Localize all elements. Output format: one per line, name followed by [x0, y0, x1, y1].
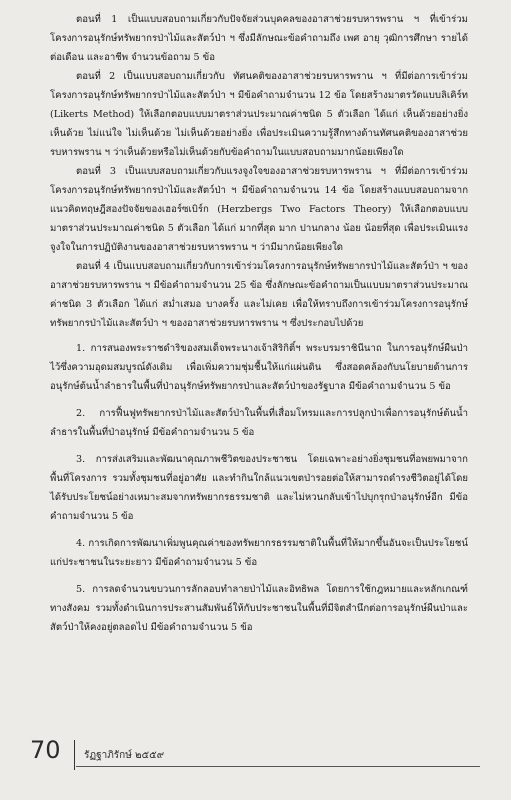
footer-divider-vertical: [74, 740, 75, 770]
paragraph-part-2: ตอนที่ 2 เป็นแบบสอบถามเกี่ยวกับ ทัศนคติของอาสาช่วยรบหารพราน ฯ ที่มีต่อการเข้าร่วมโครงการอนุรักษ์ทรัพยากรป่าไม้และสัตว์ป่า ฯ มีข้อคำถามจำนวน 12 ข้อ โดยสร้างมาตรวัดแบบลิเคิร์ท (Likerts Method) ให้เลือกตอบแบบมาตราส่วนประมาณค่าชนิด 5 ตัวเลือก ได้แก่ เห็นด้วยอย่างยิ่ง เห็นด้วย ไม่แน่ใจ ไม่เห็นด้วย ไม่เห็นด้วยอย่างยิ่ง เพื่อประเมินความรู้สึกทางด้านทัศนคติของอาสาช่วยรบหารพราน ฯ ว่าเห็นด้วยหรือไม่เห็นด้วยกับข้อคำถามในแบบสอบถามมากน้อยเพียงใด: [50, 71, 468, 158]
list-item-5: 5. การลดจำนวนขบวนการลักลอบทำลายป่าไม้และอิทธิพล โดยการใช้กฎหมายและหลักเกณฑ์ทางสังคม รวมทั้งดำเนินการประสานสัมพันธ์ให้กับประชาชนในพื้นที่มีจิตสำนึกต่อการอนุรักษ์ผืนป่าและสัตว์ป่าให้คงอยู่ตลอดไป มีข้อคำถามจำนวน 5 ข้อ: [50, 584, 468, 633]
footer-rule: [76, 766, 480, 767]
paragraph-part-1: ตอนที่ 1 เป็นแบบสอบถามเกี่ยวกับปัจจัยส่วนบุคคลของอาสาช่วยรบหารพราน ฯ ที่เข้าร่วมโครงการอนุรักษ์ทรัพยากรป่าไม้และสัตว์ป่า ฯ ซึ่งมีลักษณะข้อคำถามถึง เพศ อายุ วุฒิการศึกษา รายได้ต่อเดือน และอาชีพ จำนวนข้อถาม 5 ข้อ: [50, 14, 468, 63]
list-item-2: 2. การฟื้นฟูทรัพยากรป่าไม้และสัตว์ป่าในพื้นที่เสื่อมโทรมและการปลูกป่าเพื่อการอนุรักษ์ต้นน้ำลำธารในพื้นที่ป่าอนุรักษ์ มีข้อคำถามจำนวน 5 ข้อ: [50, 408, 468, 438]
numbered-list: [50, 339, 468, 637]
list-item-3: 3. การส่งเสริมและพัฒนาคุณภาพชีวิตของประชาชน โดยเฉพาะอย่างยิ่งชุมชนที่อพยพมาจากพื้นที่โครงการ รวมทั้งชุมชนที่อยู่อาศัย และทำกินใกล้แนวเขตป่ารอยต่อให้สามารถดำรงชีวิตอยู่ได้โดยได้รับประโยชน์อย่างเหมาะสมจากทรัพยากรธรรมชาติ และไม่หวนกลับเข้าไปบุกรุกป่าอนุรักษ์อีก มีข้อคำถามจำนวน 5 ข้อ: [50, 454, 468, 522]
paragraph-part-3: ตอนที่ 3 เป็นแบบสอบถามเกี่ยวกับแรงจูงใจของอาสาช่วยรบหารพราน ฯ ที่มีต่อการเข้าร่วมโครงการอนุรักษ์ทรัพยากรป่าไม้และสัตว์ป่า ฯ มีข้อคำถามจำนวน 14 ข้อ โดยสร้างแบบสอบถามจากแนวคิดทฤษฎีสองปัจจัยของเฮอร์ซเบิร์ก (Herzbergs Two Factors Theory) ให้เลือกตอบแบบมาตราส่วนประมาณค่าชนิด 5 ตัวเลือก ได้แก่ มากที่สุด มาก ปานกลาง น้อย น้อยที่สุด เพื่อประเมินแรงจูงใจในการปฏิบัติงานของอาสาช่วยรบหารพราน ฯ ว่ามีมากน้อยเพียงใด: [50, 166, 468, 253]
page-footer: [30, 736, 480, 776]
page-number: 70: [30, 736, 61, 764]
list-item-1: 1. การสนองพระราชดำริของสมเด็จพระนางเจ้าสิริกิติ์ฯ พระบรมราชินีนาถ ในการอนุรักษ์ผืนป่าไว้ซึ่งความอุดมสมบูรณ์ดังเดิม เพื่อเพิ่มความชุ่มชื้นให้แก่แผ่นดิน ซึ่งสอดคล้องกับนโยบายด้านการอนุรักษ์ต้นน้ำลำธารในพื้นที่ป่าอนุรักษ์ทรัพยากรป่าและสัตว์ป่าของรัฐบาล มีข้อคำถามจำนวน 5 ข้อ: [50, 343, 468, 392]
document-body: [50, 10, 468, 645]
paragraph-part-4: ตอนที่ 4 เป็นแบบสอบถามเกี่ยวกับการเข้าร่วมโครงการอนุรักษ์ทรัพยากรป่าไม้และสัตว์ป่า ฯ ของอาสาช่วยรบหารพราน ฯ มีข้อคำถามจำนวน 25 ข้อ ซึ่งลักษณะข้อคำถามเป็นแบบมาตราส่วนประมาณค่าชนิด 3 ตัวเลือก ได้แก่ สม่ำเสมอ บางครั้ง และไม่เคย เพื่อให้ทราบถึงการเข้าร่วมโครงการอนุรักษ์ทรัพยากรป่าไม้และสัตว์ป่า ฯ ของอาสาช่วยรบหารพราน ฯ ซึ่งประกอบไปด้วย: [50, 261, 468, 329]
list-item-4: 4. การเกิดการพัฒนาเพิ่มพูนคุณค่าของทรัพยากรธรรมชาติในพื้นที่ให้มากขึ้นอันจะเป็นประโยชน์แก่ประชาชนในระยะยาว มีข้อคำถามจำนวน 5 ข้อ: [50, 538, 468, 568]
journal-name: รัฏฐาภิรักษ์ ๒๕๕๙: [84, 750, 165, 761]
